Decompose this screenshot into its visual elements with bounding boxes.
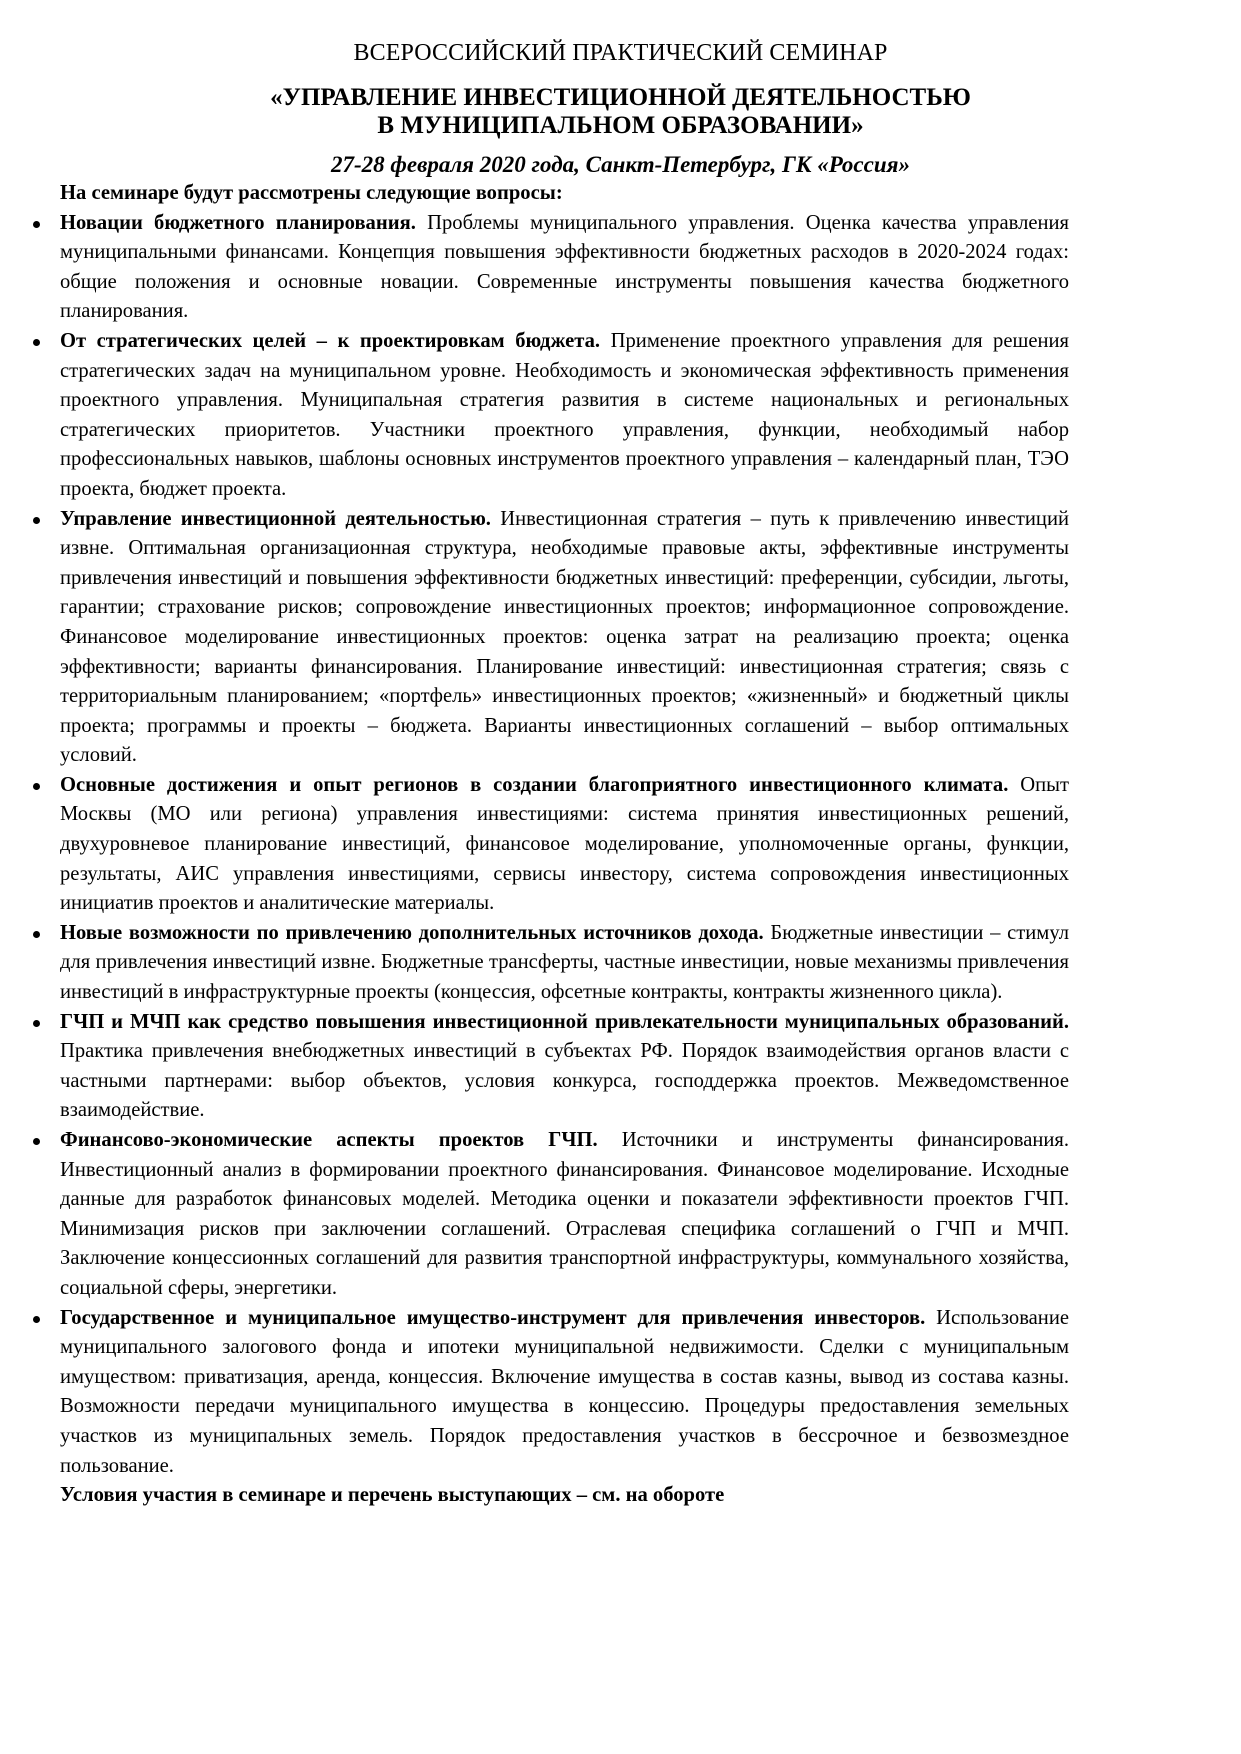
bullet-icon [33,517,40,524]
bullet-icon [33,1316,40,1323]
topic-text: Применение проектного управления для решения стратегических задач на муниципальном уровне. Необходимость и экономическая эффективность применения проектного управления. Муниципальная стратегия развития в системе национальных и региональных стратегических приоритетов. Участники проектного управления, функции, необходимый набор профессиональных навыков, шаблоны основных инструментов проектного управления – календарный план, ТЭО проекта, бюджет проекта. [60,329,1070,500]
topic-item [60,327,1069,505]
topic-item [60,1126,1069,1304]
topic-title: Основные достижения и опыт регионов в создании благоприятного инвестиционного климата. [60,773,1009,796]
topic-item [60,1008,1069,1126]
document-body [60,179,1069,1511]
intro-heading: На семинаре будут рассмотрены следующие вопросы: [60,182,563,204]
bullet-icon [33,783,40,790]
seminar-kicker: ВСЕРОССИЙСКИЙ ПРАКТИЧЕСКИЙ СЕМИНАР [353,40,888,66]
participation-note: Условия участия в семинаре и перечень выступающих – см. на обороте [60,1484,725,1507]
topic-title: Управление инвестиционной деятельностью. [60,507,491,530]
topic-title: Государственное и муниципальное имущество-инструмент для привлечения инвесторов. [60,1306,926,1329]
topic-text: Инвестиционная стратегия – путь к привлечению инвестиций извне. Оптимальная организационная структура, необходимые правовые акты, эффективные инструменты привлечения инвестиций и повышения эффективности бюджетных инвестиций: преференции, субсидии, льготы, гарантии; страхование рисков; сопровождение инвестиционных проектов; информационное сопровождение. Финансовое моделирование инвестиционных проектов: оценка затрат на реализацию проекта; оценка эффективности; варианты финансирования. Планирование инвестиций: инвестиционная стратегия; связь с территориальным планированием; «портфель» инвестиционных проектов; «жизненный» и бюджетный циклы проекта; программы и проекты – бюджета. Варианты инвестиционных соглашений – выбор оптимальных условий. [60,507,1069,767]
topic-title: От стратегических целей – к проектировкам бюджета. [60,329,601,352]
topic-text: Бюджетные инвестиции – стимул для привлечения инвестиций извне. Бюджетные трансферты, частные инвестиции, новые механизмы привлечения инвестиций в инфраструктурные проекты (концессия, офсетные контракты, контракты жизненного цикла). [60,921,1069,1004]
topics-list [60,209,1069,1482]
topic-title: Новые возможности по привлечению дополнительных источников дохода. [60,921,764,944]
topic-item [60,1304,1069,1482]
topic-text: Опыт Москвы (МО или региона) управления инвестициями: система принятия инвестиционных решений, двухуровневое планирование инвестиций, финансовое моделирование, уполномоченные органы, функции, результаты, АИС управления инвестициями, сервисы инвестору, система сопровождения инвестиционных инициатив проектов и аналитические материалы. [60,773,1069,915]
topic-item [60,919,1069,1008]
seminar-title [0,84,1241,140]
topic-text: Источники и инструменты финансирования. Инвестиционный анализ в формировании проектного финансирования. Финансовое моделирование. Исходные данные для разработок финансовых моделей. Методика оценки и показатели эффективности проектов ГЧП. Минимизация рисков при заключении соглашений. Отраслевая специфика соглашений о ГЧП и МЧП. Заключение концессионных соглашений для развития транспортной инфраструктуры, коммунального хозяйства, социальной сферы, энергетики. [60,1129,1069,1299]
bullet-icon [33,221,40,228]
topic-text: Практика привлечения внебюджетных инвестиций в субъектах РФ. Порядок взаимодействия органов власти с частными партнерами: выбор объектов, условия конкурса, господдержка проектов. Межведомственное взаимодействие. [60,1040,1069,1122]
topic-text: Проблемы муниципального управления. Оценка качества управления муниципальными финансами. Концепция повышения эффективности бюджетных расходов в 2020-2024 годах: общие положения и основные новации. Современные инструменты повышения качества бюджетного планирования. [60,211,1070,323]
bullet-icon [33,1138,40,1145]
topic-text: Использование муниципального залогового фонда и ипотеки муниципальной недвижимости. Сделки с муниципальным имуществом: приватизация, аренда, концессия. Включение имущества в состав казны, вывод из состава казны. Возможности передачи муниципального имущества в концессию. Процедуры предоставления земельных участков из муниципальных земель. Порядок предоставления участков в бессрочное и безвозмездное пользование. [60,1306,1069,1477]
date-and-venue: 27-28 февраля 2020 года, Санкт-Петербург, ГК «Россия» [331,152,910,177]
topic-title: ГЧП и МЧП как средство повышения инвестиционной привлекательности муниципальных образований. [60,1010,1069,1033]
seminar-title-line-1: «УПРАВЛЕНИЕ ИНВЕСТИЦИОННОЙ ДЕЯТЕЛЬНОСТЬЮ [270,84,971,111]
topic-title: Новации бюджетного планирования. [60,211,416,234]
topic-item [60,505,1069,771]
topic-item [60,771,1069,919]
bullet-icon [33,339,40,346]
topic-item [60,209,1069,327]
topic-title: Финансово-экономические аспекты проектов ГЧП. [60,1129,598,1151]
bullet-icon [33,1020,40,1027]
bullet-icon [33,931,40,938]
seminar-title-line-2: В МУНИЦИПАЛЬНОМ ОБРАЗОВАНИИ» [377,112,864,139]
